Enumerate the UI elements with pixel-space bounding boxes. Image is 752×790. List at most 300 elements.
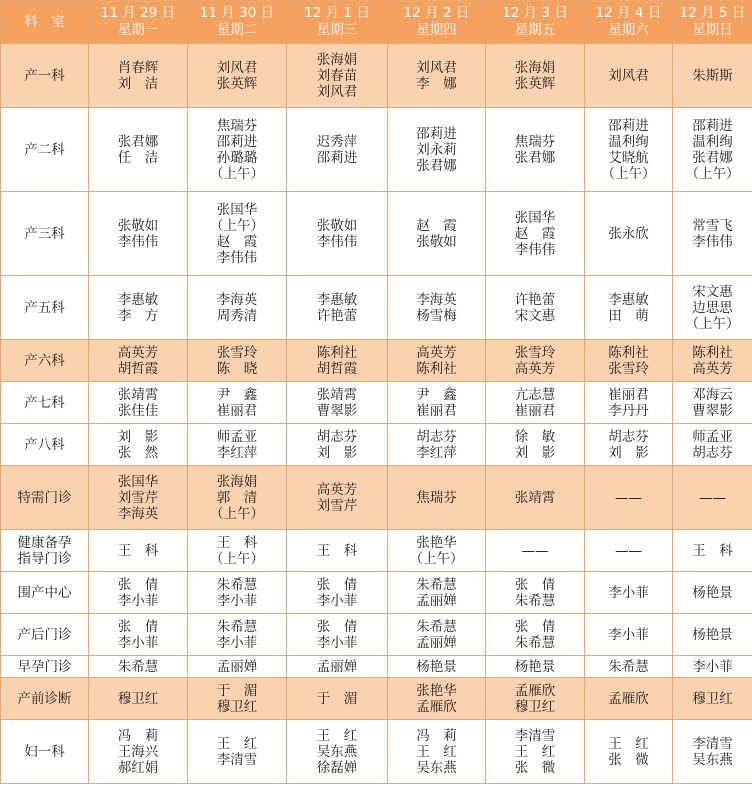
staff-name: 张 然 [117,444,159,461]
dept-name-cell [1,276,89,340]
header-row [1,1,752,44]
staff-name: 杨艳景 [416,658,457,675]
schedule-row [1,656,752,678]
staff-name: 李小菲 [216,634,258,651]
staff-name: 张 倩 [514,618,556,635]
dept-name-line: 健康备孕 [17,534,72,551]
staff-name: 师孟亚 [692,428,733,445]
staff-name: 邵莉进 [316,149,358,166]
staff-name: 孟丽婵 [416,592,457,609]
staff-name: 边思思 [692,299,733,316]
staff-name: 许艳蕾 [514,291,556,308]
duty-cell [188,656,287,678]
duty-cell [89,656,188,678]
dept-name-cell [1,108,89,192]
dept-name-line: 产三科 [24,225,65,242]
day-weekday: 星期六 [608,22,649,38]
duty-cell [486,44,585,108]
staff-name: —— [615,542,642,559]
staff-name: 徐磊婵 [316,759,358,776]
dept-name-cell [1,656,89,678]
staff-name: 穆卫红 [216,698,258,715]
duty-cell [388,720,486,784]
staff-name: 刘 影 [117,428,159,445]
staff-name: 师孟亚 [216,428,258,445]
dept-name-line: 产五科 [24,299,65,316]
day-column-header [287,1,388,44]
dept-name-cell [1,572,89,614]
duty-cell [188,614,287,656]
duty-cell [287,424,388,466]
staff-name: 胡志芬 [316,428,358,445]
dept-name-cell [1,720,89,784]
staff-name: 周秀清 [216,307,258,324]
duty-cell [673,424,752,466]
staff-name: 张永欣 [608,225,649,242]
duty-cell [188,678,287,720]
schedule-row [1,340,752,382]
duty-cell [388,276,486,340]
duty-cell [287,530,388,572]
schedule-row [1,466,752,530]
staff-name: 李小菲 [216,592,258,609]
schedule-row [1,382,752,424]
staff-name: 胡哲霞 [316,360,358,377]
duty-cell [673,720,752,784]
duty-cell [388,382,486,424]
duty-cell [388,44,486,108]
staff-name: 李伟伟 [514,241,556,258]
staff-name: 李 娜 [416,75,457,92]
duty-cell [188,44,287,108]
staff-name: 尹 鑫 [216,386,258,403]
staff-name: 张靖霄 [316,386,358,403]
staff-name: 朱希慧 [514,592,556,609]
staff-name: （上午） [601,165,656,182]
staff-name: （上午） [210,505,264,522]
staff-name: 刘雪芹 [117,489,159,506]
duty-cell [89,192,188,276]
duty-cell [287,340,388,382]
dept-name-cell [1,530,89,572]
duty-cell [89,108,188,192]
staff-name: 刘风君 [416,59,457,76]
staff-name: 肖春辉 [117,59,159,76]
duty-cell [486,340,585,382]
staff-name: 赵 霞 [216,233,258,250]
duty-cell [585,656,673,678]
staff-name: 崔丽君 [416,402,457,419]
staff-name: 尹 鑫 [416,386,457,403]
day-column-header [585,1,673,44]
day-date: 11 月 30 日 [199,5,275,21]
staff-name: 张国华 [514,209,556,226]
staff-name: 杨艳景 [692,626,733,643]
staff-name: （上午） [409,550,464,567]
duty-cell [287,614,388,656]
staff-name: 张君娜 [416,157,457,174]
duty-cell [287,572,388,614]
duty-cell [486,192,585,276]
staff-name: 张海娟 [216,473,258,490]
staff-name: 吴东燕 [316,743,358,760]
day-column-header [89,1,188,44]
staff-name: 张艳华 [416,534,457,551]
duty-cell [673,466,752,530]
duty-cell [188,340,287,382]
staff-name: 张靖霄 [117,386,159,403]
staff-name: 曹翠影 [316,402,358,419]
duty-cell [287,108,388,192]
staff-name: 李小菲 [608,584,649,601]
staff-name: 朱希慧 [117,658,159,675]
dept-name-cell [1,44,89,108]
staff-name: 杨艳景 [514,658,556,675]
staff-name: 于 湄 [316,690,358,707]
staff-name: （上午） [210,165,264,182]
duty-cell [585,382,673,424]
duty-cell [188,382,287,424]
staff-name: 孙璐璐 [216,149,258,166]
staff-name: 胡哲霞 [117,360,159,377]
day-date: 12 月 1 日 [304,5,370,21]
duty-cell [89,530,188,572]
dept-name-cell [1,424,89,466]
staff-name: 张君娜 [692,149,733,166]
staff-name: 李惠敏 [608,291,649,308]
duty-cell [188,530,287,572]
duty-cell [486,614,585,656]
schedule-body [1,44,752,784]
staff-name: 李伟伟 [117,233,159,250]
dept-name-cell [1,340,89,382]
staff-name: 孟丽婵 [416,634,457,651]
duty-cell [287,192,388,276]
duty-cell [486,720,585,784]
staff-name: 于 湄 [216,682,258,699]
duty-cell [287,44,388,108]
day-column-header [673,1,752,44]
staff-name: 曹翠影 [692,402,733,419]
duty-cell [287,656,388,678]
duty-cell [388,424,486,466]
staff-name: 孟雁欣 [608,690,649,707]
duty-cell [673,108,752,192]
duty-cell [89,340,188,382]
staff-name: 张英辉 [514,75,556,92]
staff-name: 邵莉进 [416,125,457,142]
duty-cell [388,572,486,614]
dept-name-cell [1,678,89,720]
staff-name: 王 科 [117,542,159,559]
staff-name: 冯 莉 [416,727,457,744]
staff-name: 亢志慧 [514,386,556,403]
staff-name: 张 倩 [316,618,358,635]
duty-cell [673,340,752,382]
duty-cell [585,466,673,530]
staff-name: 刘风君 [608,67,649,84]
schedule-row [1,276,752,340]
duty-cell [287,276,388,340]
duty-cell [287,678,388,720]
staff-name: 陈利社 [316,344,358,361]
staff-name: 李红萍 [216,444,258,461]
duty-cell [673,276,752,340]
day-weekday: 星期一 [117,22,159,38]
staff-name: 陈利社 [608,344,649,361]
duty-cell [673,614,752,656]
staff-name: 徐 敏 [514,428,556,445]
duty-cell [188,276,287,340]
staff-name: 王 科 [316,542,358,559]
staff-name: 李伟伟 [692,233,733,250]
duty-cell [188,466,287,530]
dept-name-cell [1,382,89,424]
staff-name: 孟丽婵 [316,658,358,675]
staff-name: 焦瑞芬 [514,133,556,150]
duty-cell [673,656,752,678]
staff-name: 刘春苗 [316,67,358,84]
day-weekday: 星期日 [692,22,733,38]
staff-name: 李 方 [117,307,159,324]
staff-name: 朱希慧 [416,618,457,635]
staff-name: 王 科 [216,534,258,551]
staff-name: 李惠敏 [316,291,358,308]
staff-name: 杨雪梅 [416,307,457,324]
staff-name: 邓海云 [692,386,733,403]
dept-name-cell [1,466,89,530]
staff-name: 高英芳 [117,344,159,361]
duty-cell [89,276,188,340]
duty-cell [89,678,188,720]
staff-name: 杨艳景 [692,584,733,601]
staff-name: 宋文惠 [692,283,733,300]
staff-name: 陈利社 [692,344,733,361]
duty-cell [585,108,673,192]
duty-cell [388,340,486,382]
staff-name: 张国华 [216,201,258,218]
duty-cell [585,340,673,382]
dept-name-line: 产后门诊 [17,626,72,643]
duty-cell [188,720,287,784]
staff-name: 迟秀萍 [316,133,358,150]
dept-name-line: 妇一科 [24,743,65,760]
duty-cell [486,572,585,614]
duty-cell [89,572,188,614]
dept-name-cell [1,192,89,276]
staff-name: 崔丽君 [608,386,649,403]
staff-name: 冯 莉 [117,727,159,744]
staff-name: 李小菲 [117,592,159,609]
staff-name: 王 红 [608,735,649,752]
staff-name: 郭 清 [216,489,258,506]
staff-name: 李海英 [117,505,159,522]
schedule-row [1,614,752,656]
day-date: 12 月 5 日 [679,5,746,21]
staff-name: 郝红娟 [117,759,159,776]
day-date: 12 月 2 日 [403,5,470,21]
duty-cell [585,720,673,784]
staff-name: 朱斯斯 [692,67,733,84]
staff-name: 孟雁欣 [514,682,556,699]
day-weekday: 星期五 [514,22,556,38]
duty-cell [89,614,188,656]
staff-name: 焦瑞芬 [416,489,457,506]
dept-name-line: 指导门诊 [17,550,72,567]
dept-name-line: 产前诊断 [17,690,72,707]
schedule-row [1,530,752,572]
duty-cell [585,424,673,466]
duty-cell [486,382,585,424]
duty-cell [486,678,585,720]
staff-name: 胡志芬 [692,444,733,461]
duty-cell [388,530,486,572]
staff-name: 张 倩 [514,576,556,593]
staff-name: 崔丽君 [216,402,258,419]
staff-name: 王 红 [216,735,258,752]
staff-name: 张国华 [117,473,159,490]
staff-name: 张海娟 [316,51,358,68]
staff-name: —— [521,542,549,559]
day-date: 11 月 29 日 [100,5,176,21]
staff-name: 孟丽婵 [216,658,258,675]
dept-name-line: 特需门诊 [17,489,72,506]
staff-name: 李小菲 [608,626,649,643]
schedule-row [1,720,752,784]
duty-cell [89,720,188,784]
duty-cell [585,572,673,614]
staff-name: 朱希慧 [216,618,258,635]
duty-cell [585,276,673,340]
dept-name-line: 产六科 [24,352,65,369]
schedule-row [1,424,752,466]
staff-name: 李海英 [216,291,258,308]
staff-name: 刘风君 [216,59,258,76]
schedule-row [1,678,752,720]
dept-name-line: 产七科 [24,394,65,411]
staff-name: 张君娜 [514,149,556,166]
duty-cell [388,656,486,678]
staff-name: 张靖霄 [514,489,556,506]
schedule-row [1,44,752,108]
staff-name: 王 红 [514,743,556,760]
staff-name: 李伟伟 [216,249,258,266]
staff-name: 刘 洁 [117,75,159,92]
staff-name: （上午） [685,315,740,332]
staff-name: 孟雁欣 [416,698,457,715]
staff-name: 李小菲 [117,634,159,651]
duty-cell [486,656,585,678]
staff-name: 宋文惠 [514,307,556,324]
duty-cell [89,424,188,466]
staff-name: 张 倩 [117,618,159,635]
duty-cell [388,192,486,276]
staff-name: 张 倩 [117,576,159,593]
staff-name: 朱希慧 [608,658,649,675]
duty-cell [388,108,486,192]
duty-cell [388,678,486,720]
staff-name: （上午） [210,550,264,567]
duty-cell [673,44,752,108]
staff-name: 王海兴 [117,743,159,760]
staff-name: —— [615,489,642,506]
duty-cell [585,678,673,720]
duty-cell [89,44,188,108]
staff-name: 高英芳 [692,360,733,377]
day-date: 12 月 4 日 [595,5,662,21]
staff-name: 张 倩 [316,576,358,593]
staff-name: 胡志芬 [416,428,457,445]
duty-cell [673,678,752,720]
staff-name: 任 洁 [117,149,159,166]
duty-cell [673,192,752,276]
staff-name: 李丹丹 [608,402,649,419]
staff-name: 张雪玲 [216,344,258,361]
staff-name: 李红萍 [416,444,457,461]
duty-cell [585,530,673,572]
staff-name: 温利绚 [692,133,733,150]
schedule-row [1,108,752,192]
staff-name: 张君娜 [117,133,159,150]
staff-name: 李小菲 [316,634,358,651]
staff-name: 张敬如 [416,233,457,250]
day-weekday: 星期四 [416,22,457,38]
dept-name-line: 围产中心 [17,584,72,601]
staff-name: 张佳佳 [117,402,159,419]
duty-cell [673,530,752,572]
staff-name: 朱希慧 [216,576,258,593]
staff-name: 李伟伟 [316,233,358,250]
dept-name-line: 早孕门诊 [17,658,72,675]
staff-name: 刘雪芹 [316,497,358,514]
staff-name: 温利绚 [608,133,649,150]
staff-name: 李海英 [416,291,457,308]
duty-cell [388,466,486,530]
day-weekday: 星期二 [216,22,258,38]
staff-name: 刘 影 [316,444,358,461]
staff-name: 刘 影 [514,444,556,461]
staff-name: 张敬如 [316,217,358,234]
duty-cell [188,424,287,466]
duty-cell [388,614,486,656]
staff-name: 李小菲 [316,592,358,609]
dept-name-line: 产八科 [24,436,65,453]
staff-name: 陈利社 [416,360,457,377]
day-column-header [188,1,287,44]
staff-name: 艾晓航 [608,149,649,166]
staff-name: 焦瑞芬 [216,117,258,134]
duty-cell [486,530,585,572]
staff-name: 高英芳 [514,360,556,377]
staff-name: 许艳蕾 [316,307,358,324]
staff-name: —— [699,489,726,506]
staff-name: 李清雪 [216,751,258,768]
staff-name: 张英辉 [216,75,258,92]
staff-name: 邵莉进 [216,133,258,150]
duty-cell [188,108,287,192]
day-column-header [388,1,486,44]
staff-name: 常雪飞 [692,217,733,234]
duty-cell [673,572,752,614]
dept-name-cell [1,614,89,656]
duty-cell [89,466,188,530]
staff-name: 刘风君 [316,83,358,100]
staff-name: 张敬如 [117,217,159,234]
staff-name: 李小菲 [692,658,733,675]
day-weekday: 星期三 [316,22,358,38]
staff-name: 赵 霞 [514,225,556,242]
staff-name: 赵 霞 [416,217,457,234]
